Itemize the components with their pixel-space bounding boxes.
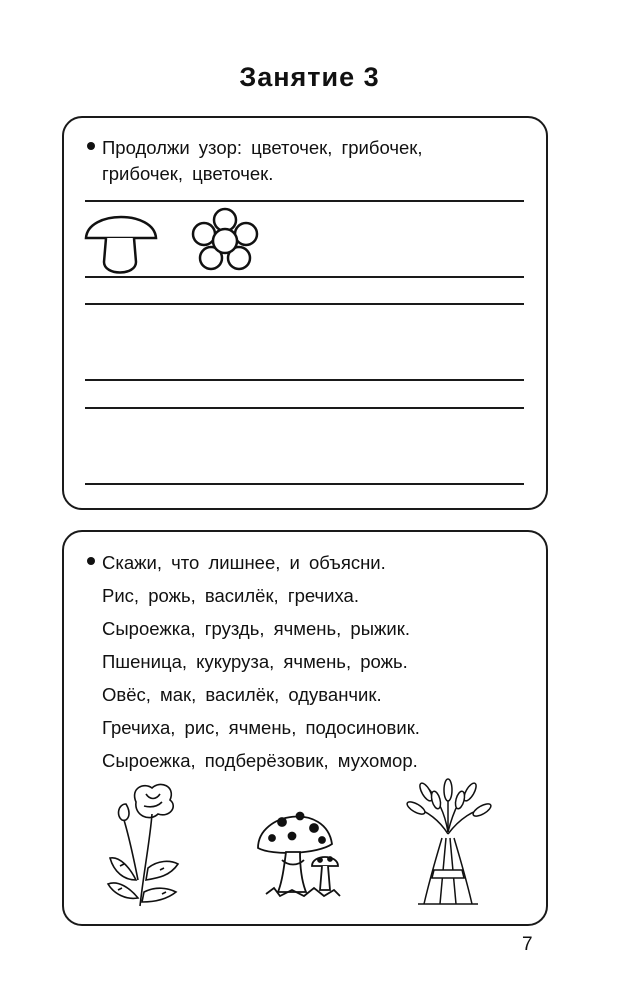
- word-row: Сыроежка, груздь, ячмень, рыжик.: [102, 618, 410, 639]
- mushroom-icon: [84, 204, 160, 276]
- writing-line: [85, 407, 524, 409]
- writing-line: [85, 303, 524, 305]
- page-title: Занятие 3: [239, 62, 380, 92]
- word-row: Рис, рожь, василёк, гречиха.: [102, 585, 359, 606]
- writing-line: [85, 379, 524, 381]
- word-row: Сыроежка, подберёзовик, мухомор.: [102, 750, 418, 771]
- word-row: Гречиха, рис, ячмень, подосиновик.: [102, 717, 420, 738]
- page-number: 7: [522, 934, 533, 955]
- writing-line: [85, 200, 524, 202]
- writing-line: [85, 276, 524, 278]
- flower-icon: [188, 206, 262, 276]
- task2-prompt: Скажи, что лишнее, и объясни.: [102, 552, 386, 573]
- task1-line2: грибочек, цветочек.: [102, 163, 274, 184]
- task1-line1: Продолжи узор: цветочек, грибочек,: [102, 137, 423, 158]
- wheat-sheaf-icon: [404, 778, 492, 910]
- fly-agaric-icon: [252, 798, 344, 902]
- poppy-icon: [100, 780, 186, 910]
- bullet: [87, 557, 95, 565]
- word-row: Овёс, мак, василёк, одуванчик.: [102, 684, 382, 705]
- bullet: [87, 142, 95, 150]
- writing-line: [85, 483, 524, 485]
- word-row: Пшеница, кукуруза, ячмень, рожь.: [102, 651, 408, 672]
